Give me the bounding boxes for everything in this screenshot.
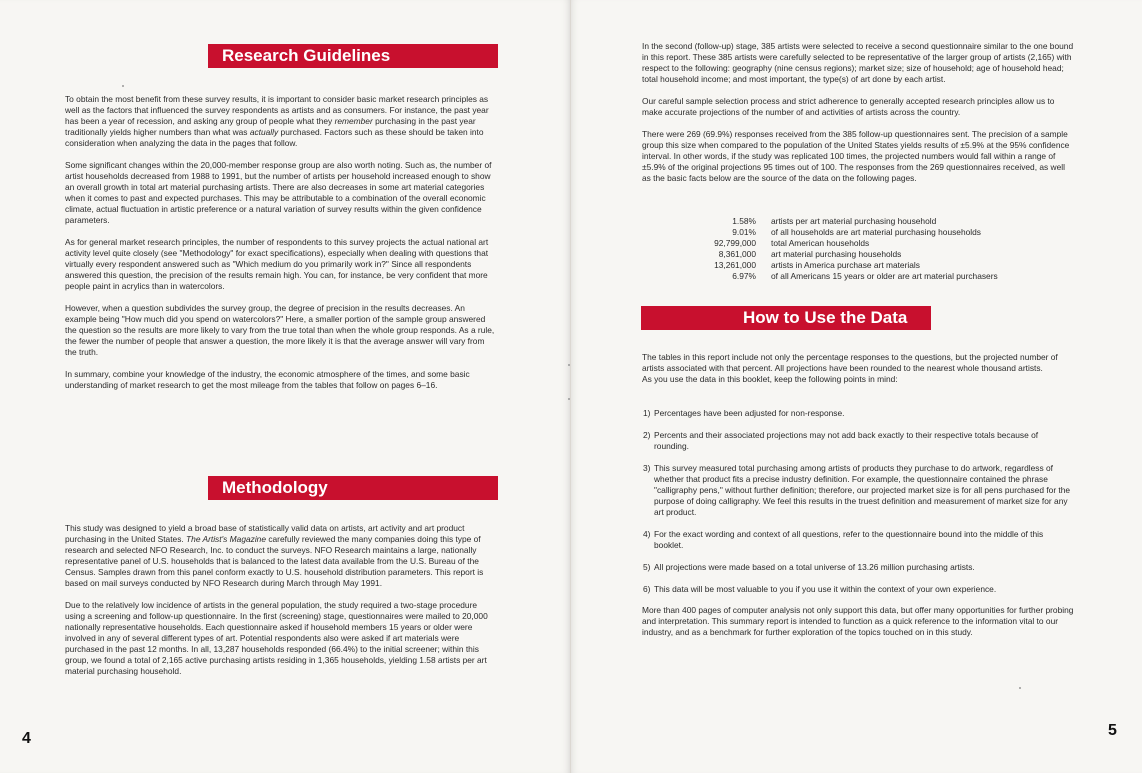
research-guidelines-body — [65, 94, 495, 391]
right-page — [571, 0, 1142, 773]
speck — [122, 85, 124, 87]
research-guidelines-title: Research Guidelines — [222, 46, 391, 65]
methodology-banner — [208, 476, 498, 500]
list-item: 2) Percents and their associated projections may not add back exactly to their respective totals because of rounding. — [643, 430, 1039, 451]
fact-row: 92,799,000 total American households — [714, 238, 870, 249]
list-item: 1) Percentages have been adjusted for non-response. — [643, 408, 845, 418]
fact-row: 1.58% artists per art material purchasing household — [732, 216, 937, 226]
research-paragraph-2: Some significant changes within the 20,000-member response group are also worth noting. Such as, the number of artist households decreased from 1988 to 1991, but the number of artists per household increased enough to show an overall growth in total art material purchasing artists. There are also decreases in some art material categories when it comes to past and expected purchases. This may be attributable to a combination of the overall economic climate, actual fluctuation in artistic preference or a natural variation of survey results within the given confidence parameters. — [65, 160, 492, 225]
methodology-continued — [642, 41, 1074, 184]
page-number-right: 5 — [1108, 722, 1117, 739]
list-item: 6) This data will be most valuable to you if you use it within the context of your own experience. — [643, 584, 997, 594]
research-paragraph-1: To obtain the most benefit from these survey results, it is important to consider basic market research principles as well as the factors that influenced the survey respondents as artists and as consumers. For instance, the past year has been a year of recession, and asking any group of people what they remember purchasing in the past year traditionally yields higher numbers than what was actually purchased. Factors such as these should be taken into consideration when analyzing the data in the pages that follow. — [65, 94, 489, 148]
fact-row: 6.97% of all Americans 15 years or older are art material purchasers — [732, 271, 998, 282]
how-to-use-banner — [641, 306, 931, 330]
methodology-title: Methodology — [222, 478, 328, 497]
speck — [1019, 687, 1021, 689]
methodology-paragraph-1: This study was designed to yield a broad base of statistically valid data on artists, art activity and art product purchasing in the United States. The Artist's Magazine carefully reviewed the many companies doing this type of research and selected NFO Research, Inc. to conduct the surveys. NFO Research maintains a large, nationally representative panel of U.S. households that is balanced to the latest data available from the U.S. Bureau of the Census. Samples drawn from this panel conform exactly to U.S. household distribution parameters. This report is based on mail surveys conducted by NFO Research during March through May 1991. — [65, 523, 484, 588]
methodology-paragraph-5: There were 269 (69.9%) responses received from the 385 follow-up questionnaires sent. The precision of a sample group this size when compared to the population of the United States yields results of ±5.9% at the 95% confidence interval. In other words, if the study was replicated 100 times, the projected numbers would fall within a range of ±5.9% of the original projections 95 times out of 100. The responses from the 269 questionnaires received, as well as the basic facts below are the source of the data on the following pages. — [642, 129, 1070, 183]
methodology-paragraph-2: Due to the relatively low incidence of artists in the general population, the study required a two-stage procedure using a screening and follow-up questionnaire. In the first (screening) stage, questionnaires were mailed to 20,000 nationally representative households. Each questionnaire asked if household members 15 years or older were involved in any of several different types of art. Potential respondents also were asked if art materials were purchased in the past 12 months. In all, 13,287 households responded (66.4%) to the initial screener; within this group, we found a total of 2,165 active purchasing artists residing in 1,365 households, yielding 1.58 artists per art material purchasing household. — [65, 600, 488, 676]
basic-facts-list — [643, 216, 998, 283]
methodology-body — [65, 523, 495, 677]
research-guidelines-banner — [208, 44, 498, 68]
methodology-paragraph-3: In the second (follow-up) stage, 385 artists were selected to receive a second questionnaire similar to the one bound in this report. These 385 artists were carefully selected to be representative of the larger group of artists (2,165) with respect to the following: geography (nine census regions); market size; size of household; age of household head; total household income; and most important, the type(s) of art done by each artist. — [642, 41, 1074, 84]
how-to-use-intro-1: The tables in this report include not only the percentage responses to the questions, but the projected number of artists associated with that percent. All projections have been rounded to the nearest whole thousand artists. — [642, 352, 1058, 373]
fact-row: 13,261,000 artists in America purchase art materials — [714, 260, 920, 271]
list-item: 5) All projections were made based on a total universe of 13.26 million purchasing artists. — [643, 562, 975, 572]
research-paragraph-3: As for general market research principles, the number of respondents to this survey projects the actual national art activity level quite closely (see "Methodology" for exact specifications), especially when dealing with questions that virtually every respondent answered such as "Which medium do you primarily work in?" Since all respondents answered this question, the precision of the results remain high. You can, for instance, be very confident that more people paint in acrylics than in watercolors. — [65, 237, 489, 291]
research-paragraph-4: However, when a question subdivides the survey group, the degree of precision in the results decreases. An example being "How much did you spend on watercolors?" Here, a smaller portion of the sample group answered the question so the results are more likely to vary from the true total than when the whole group responds. As a rule, the fewer the number of people that answer a question, the more likely it is that the average answer will vary from the truth. — [65, 303, 495, 357]
fact-row: 9.01% of all households are art material purchasing households — [732, 227, 981, 238]
how-to-use-intro-2: As you use the data in this booklet, keep the following points in mind: — [642, 374, 898, 384]
fact-row: 8,361,000 art material purchasing households — [718, 249, 902, 260]
how-to-use-closing: More than 400 pages of computer analysis not only support this data, but offer many opportunities for further probing and interpretation. This summary report is intended to function as a quick reference to the information vital to our industry, and as a benchmark for further exploration of the topics touched on in this study. — [642, 605, 1074, 637]
methodology-paragraph-4: Our careful sample selection process and strict adherence to generally accepted research principles allow us to make accurate projections of the number of and activities of artists across the country. — [642, 96, 1055, 117]
how-to-use-intro — [642, 352, 1074, 385]
page-number-left: 4 — [22, 730, 31, 747]
research-paragraph-5: In summary, combine your knowledge of the industry, the economic atmosphere of the times, and some basic understanding of market research to get the most mileage from the tables that follow on pages 6–16. — [65, 369, 470, 390]
list-item: 4) For the exact wording and context of all questions, refer to the questionnaire bound into the middle of this booklet. — [643, 529, 1044, 550]
speck — [568, 364, 570, 366]
usage-points-list — [643, 408, 1074, 606]
how-to-use-title: How to Use the Data — [743, 308, 908, 327]
list-item: 3) This survey measured total purchasing among artists of products they purchase to do artwork, regardless of whether that product fits a precise industry definition. For example, the questionnaire contained the phrase "calligraphy pens," without further definition; therefore, our projected market size is for all pens purchased for the purpose of doing calligraphy. We feel this results in the truest definition and measurement of market size for any art product. — [643, 463, 1071, 517]
speck — [568, 398, 570, 400]
